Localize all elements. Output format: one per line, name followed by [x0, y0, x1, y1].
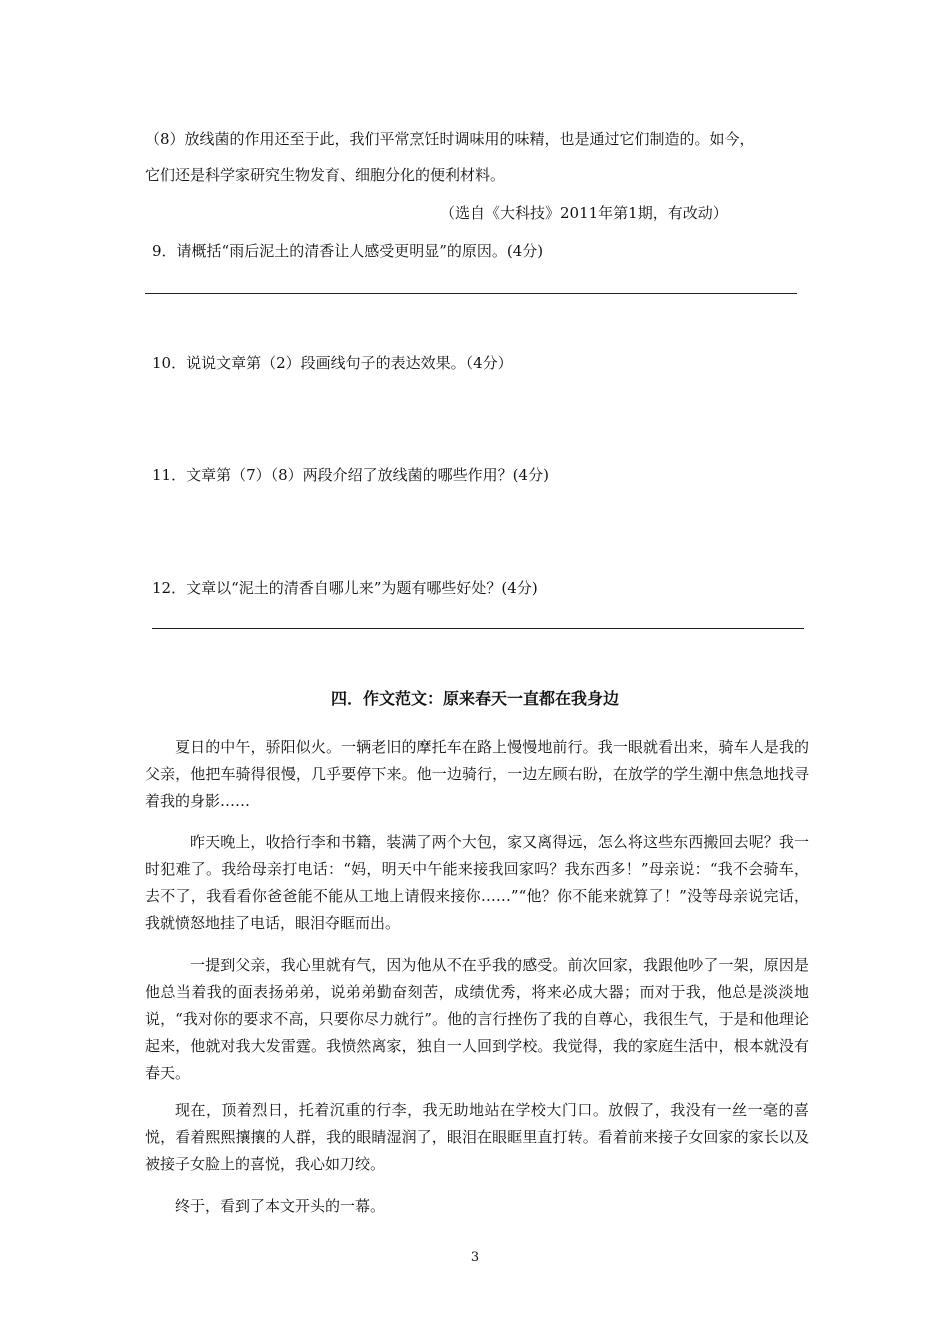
passage-paragraph-8-line-1: （8）放线菌的作用还至于此，我们平常烹饪时调味用的味精，也是通过它们制造的。如今，: [145, 130, 755, 148]
essay-heading: 四．作文范文：原来春天一直都在我身边: [330, 689, 619, 708]
question-10: 10．说说文章第（2）段画线句子的表达效果。（4分）: [152, 354, 513, 372]
essay-paragraph-2: 昨天晚上，收拾行李和书籍，装满了两个大包，家又离得远，怎么将这些东西搬回去呢？我一时犯难了。我给母亲打电话：“妈，明天中午能来接我回家吗？我东西多！”母亲说：“我不会骑车，去不了，我看看你爸爸能不能从工地上请假来接你……”“他？你不能来就算了！”没等母亲说完话，我就愤怒地挂了电话，眼泪夺眶而出。: [145, 833, 809, 932]
answer-line: [152, 628, 804, 629]
answer-line: [145, 293, 797, 294]
essay-paragraph-4: 现在，顶着烈日，托着沉重的行李，我无助地站在学校大门口。放假了，我没有一丝一毫的喜悦，看着熙熙攘攘的人群，我的眼睛湿润了，眼泪在眼眶里直打转。看着前来接子女回家的家长以及被接子女脸上的喜悦，我心如刀绞。: [145, 1101, 809, 1173]
page-number: 3: [470, 1250, 480, 1265]
question-9: 9．请概括“雨后泥土的清香让人感受更明显”的原因。(4分): [152, 242, 544, 260]
essay-paragraph-1: 夏日的中午，骄阳似火。一辆老旧的摩托车在路上慢慢地前行。我一眼就看出来，骑车人是我的父亲，他把车骑得很慢，几乎要停下来。他一边骑行，一边左顾右盼，在放学的学生潮中焦急地找寻着我的身影……: [145, 738, 809, 810]
essay-paragraph-5: 终于，看到了本文开头的一幕。: [175, 1197, 386, 1215]
essay-paragraph-3: 一提到父亲，我心里就有气，因为他从不在乎我的感受。前次回家，我跟他吵了一架，原因是他总当着我的面表扬弟弟，说弟弟勤奋刻苦，成绩优秀，将来必成大器；而对于我，他总是淡淡地说，“我对你的要求不高，只要你尽力就行”。他的言行挫伤了我的自尊心，我很生气，于是和他理论起来，他就对我大发雷霆。我愤然离家，独自一人回到学校。我觉得，我的家庭生活中，根本就没有春天。: [145, 956, 809, 1082]
question-11: 11．文章第（7）（8）两段介绍了放线菌的哪些作用？(4分): [152, 466, 549, 484]
question-12: 12．文章以“泥土的清香自哪儿来”为题有哪些好处？(4分): [152, 579, 538, 597]
passage-paragraph-8-line-2: 它们还是科学家研究生物发育、细胞分化的便利材料。: [145, 166, 506, 184]
passage-source: （选自《大科技》2011年第1期，有改动）: [440, 204, 728, 222]
